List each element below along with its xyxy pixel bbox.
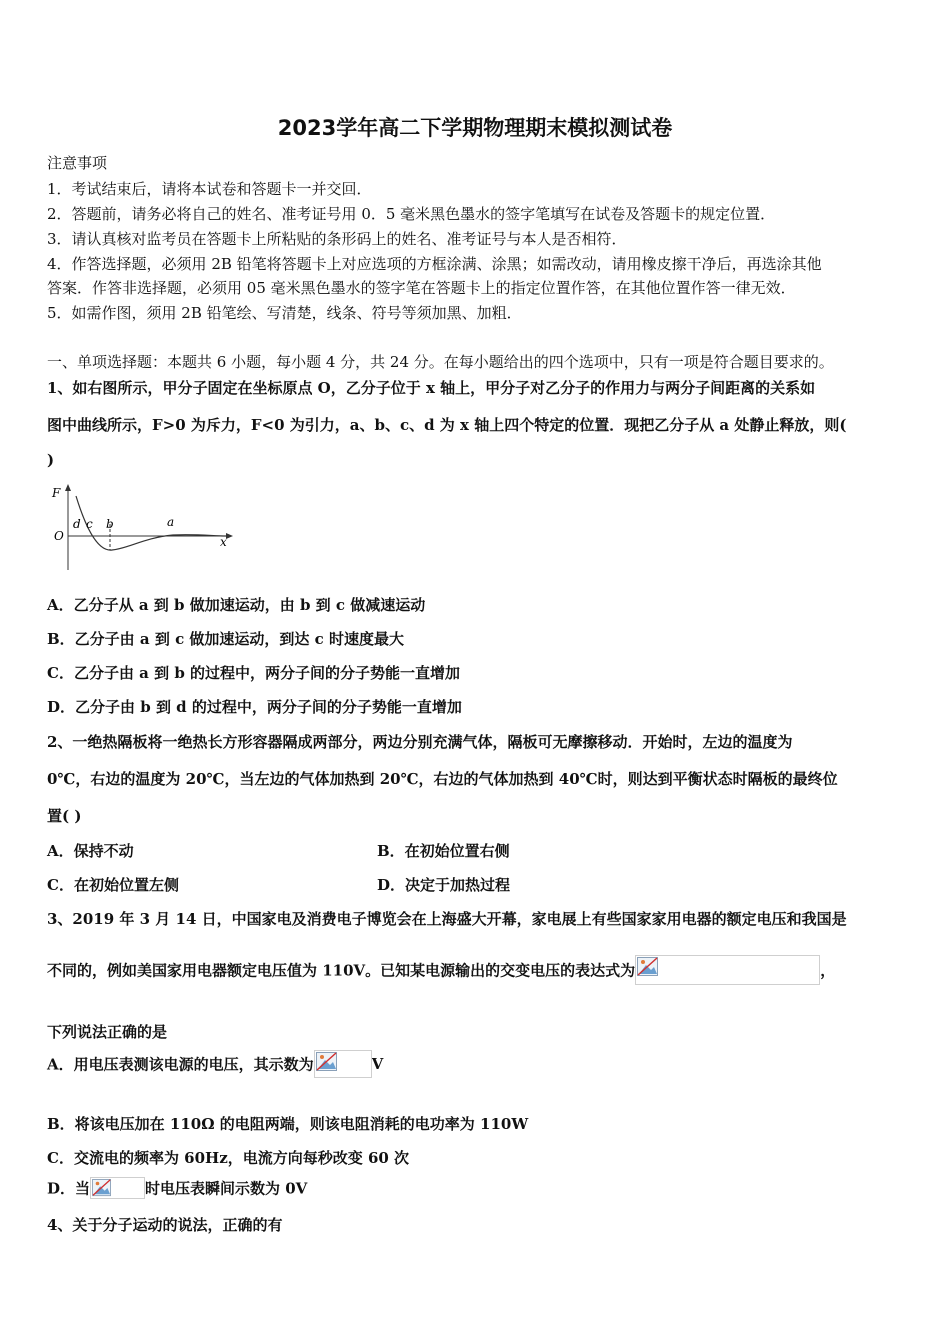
q3-stem-comma: ， [820, 961, 836, 980]
notice-item: 1．考试结束后，请将本试卷和答题卡一并交回． [47, 180, 372, 198]
q2-option-b: B．在初始位置右侧 [377, 842, 510, 860]
q3-option-d-text: D．当 [47, 1179, 91, 1198]
q1-option-c: C．乙分子由 a 到 b 的过程中，两分子间的分子势能一直增加 [47, 664, 461, 682]
q3-stem-line: 下列说法正确的是 [47, 1023, 168, 1041]
q2-option-a: A．保持不动 [47, 842, 134, 860]
graph-origin-label: O [54, 529, 64, 543]
graph-point-b: b [106, 517, 114, 531]
broken-image-icon [316, 1052, 338, 1072]
q1-stem-line: ) [47, 451, 55, 469]
q3-option-d-text-2: 时电压表瞬间示数为 0V [145, 1179, 308, 1198]
broken-image-icon [92, 1179, 112, 1197]
q3-stem-text: 不同的，例如美国家用电器额定电压值为 110V。已知某电源输出的交变电压的表达式为 [47, 961, 636, 980]
graph-point-c: c [86, 517, 93, 531]
q3-stem-line-2 [47, 955, 835, 985]
broken-image-icon [637, 957, 659, 977]
formula-image-placeholder [635, 955, 820, 985]
graph-x-label: x [220, 535, 227, 549]
q3-option-a-text: A．用电压表测该电源的电压，其示数为 [47, 1055, 314, 1074]
q2-stem-line: 0℃，右边的温度为 20℃，当左边的气体加热到 20℃，右边的气体加热到 40℃时，则达到平衡状态时隔板的最终位 [47, 770, 838, 788]
q2-option-c: C．在初始位置左侧 [47, 876, 179, 894]
page-title: 2023学年高二下学期物理期末模拟测试卷 [277, 116, 673, 140]
q2-option-d: D．决定于加热过程 [377, 876, 511, 894]
notice-heading: 注意事项 [47, 154, 108, 172]
q3-option-b: B．将该电压加在 110Ω 的电阻两端，则该电阻消耗的电功率为 110W [47, 1115, 529, 1133]
formula-image-placeholder [90, 1177, 145, 1199]
q1-option-b: B．乙分子由 a 到 c 做加速运动，到达 c 时速度最大 [47, 630, 404, 648]
q1-stem-line: 1、如右图所示，甲分子固定在坐标原点 O，乙分子位于 x 轴上，甲分子对乙分子的作用力与两分子间距离的关系如 [47, 379, 816, 397]
q3-stem-line: 3、2019 年 3 月 14 日，中国家电及消费电子博览会在上海盛大开幕，家电展上有些国家家用电器的额定电压和我国是 [47, 910, 847, 928]
notice-item: 5．如需作图，须用 2B 铅笔绘、写清楚，线条、符号等须加黑、加粗． [47, 304, 522, 322]
notice-item: 3．请认真核对监考员在答题卡上所粘贴的条形码上的姓名、准考证号与本人是否相符． [47, 230, 627, 248]
q3-option-a [47, 1050, 383, 1078]
notice-item: 4．作答选择题，必须用 2B 铅笔将答题卡上对应选项的方框涂满、涂黑；如需改动，请用橡皮擦干净后，再选涂其他 [47, 255, 822, 273]
q3-option-d [47, 1177, 307, 1199]
q3-option-a-unit: V [371, 1055, 384, 1073]
q3-option-c: C．交流电的频率为 60Hz，电流方向每秒改变 60 次 [47, 1149, 410, 1167]
graph-y-label: F [52, 486, 61, 500]
force-distance-graph [48, 482, 238, 577]
q2-stem-line: 2、一绝热隔板将一绝热长方形容器隔成两部分，两边分别充满气体，隔板可无摩擦移动．开始时，左边的温度为 [47, 733, 793, 751]
q1-option-a: A．乙分子从 a 到 b 做加速运动，由 b 到 c 做减速运动 [47, 596, 426, 614]
q1-option-d: D．乙分子由 b 到 d 的过程中，两分子间的分子势能一直增加 [47, 698, 462, 716]
graph-point-d: d [73, 517, 81, 531]
q4-stem-line: 4、关于分子运动的说法，正确的有 [47, 1216, 283, 1234]
formula-image-placeholder [314, 1050, 372, 1078]
graph-point-a: a [167, 515, 175, 529]
q1-stem-line: 图中曲线所示，F>0 为斥力，F<0 为引力，a、b、c、d 为 x 轴上四个特定的位置．现把乙分子从 a 处静止释放，则( [47, 416, 847, 434]
q2-stem-line: 置( ) [47, 807, 82, 825]
section-heading: 一、单项选择题：本题共 6 小题，每小题 4 分，共 24 分。在每小题给出的四个选项中，只有一项是符合题目要求的。 [47, 353, 834, 371]
notice-item: 2．答题前，请务必将自己的姓名、准考证号用 0．5 毫米黑色墨水的签字笔填写在试卷及答题卡的规定位置． [47, 205, 776, 223]
notice-item: 答案．作答非选择题，必须用 05 毫米黑色墨水的签字笔在答题卡上的指定位置作答，在其他位置作答一律无效． [47, 279, 796, 297]
